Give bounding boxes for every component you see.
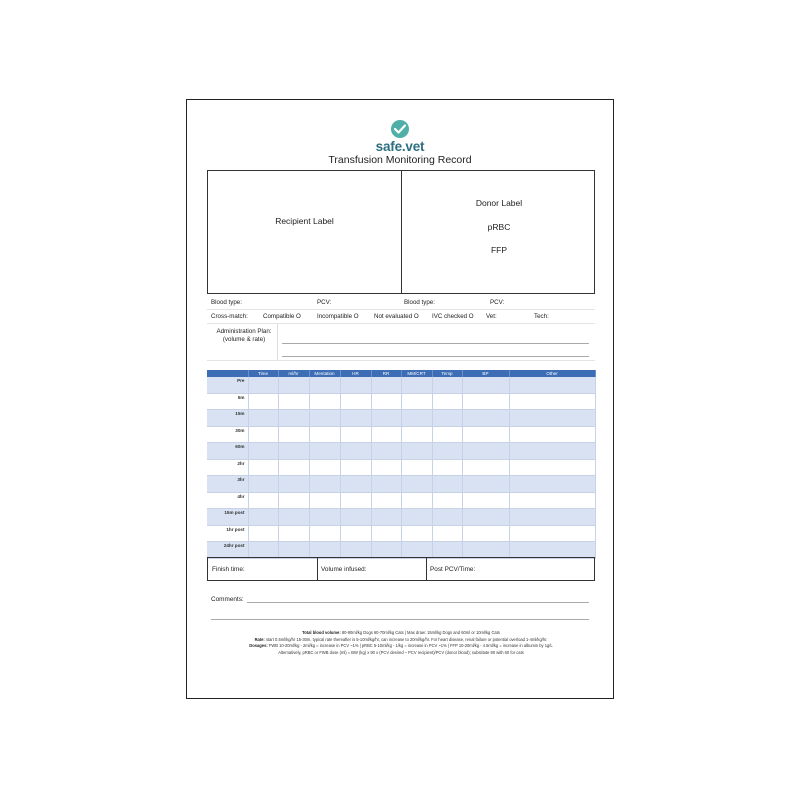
table-cell[interactable] — [278, 459, 309, 476]
monitoring-table — [207, 370, 596, 559]
table-cell[interactable] — [309, 410, 340, 427]
table-row — [207, 492, 595, 509]
table-cell[interactable] — [432, 410, 462, 427]
recipient-blood-type-field[interactable]: Blood type: — [211, 299, 242, 306]
administration-plan-label — [211, 328, 277, 344]
row-label: 2hr — [207, 459, 248, 476]
table-cell[interactable] — [340, 492, 371, 509]
table-cell[interactable] — [309, 476, 340, 493]
check-circle-icon — [391, 120, 409, 138]
table-cell[interactable] — [340, 509, 371, 526]
table-cell[interactable] — [401, 509, 432, 526]
table-cell[interactable] — [371, 492, 401, 509]
table-row — [207, 459, 595, 476]
table-cell[interactable] — [401, 492, 432, 509]
vet-field[interactable]: Vet: — [486, 313, 497, 320]
ivc-checked-option[interactable]: IVC checked O — [432, 313, 474, 320]
column-header-time: Time — [248, 370, 278, 377]
table-cell[interactable] — [401, 393, 432, 410]
table-cell[interactable] — [509, 492, 595, 509]
table-cell[interactable] — [309, 492, 340, 509]
table-cell[interactable] — [340, 542, 371, 559]
table-cell[interactable] — [278, 492, 309, 509]
column-header-temp: Temp — [432, 370, 462, 377]
table-cell[interactable] — [432, 476, 462, 493]
table-cell[interactable] — [371, 476, 401, 493]
table-cell[interactable] — [248, 459, 278, 476]
finish-time-field[interactable]: Finish time: — [212, 566, 245, 573]
product-prbc: pRBC — [487, 222, 511, 232]
table-cell[interactable] — [278, 393, 309, 410]
table-cell[interactable] — [340, 426, 371, 443]
table-cell[interactable] — [340, 410, 371, 427]
table-cell[interactable] — [371, 459, 401, 476]
table-cell[interactable] — [462, 410, 509, 427]
blood-type-row — [207, 296, 595, 310]
post-pcv-time-field[interactable]: Post PCV/Time: — [430, 566, 476, 573]
table-row — [207, 410, 595, 427]
dosages-note — [217, 643, 585, 650]
table-cell[interactable] — [462, 476, 509, 493]
table-cell[interactable] — [432, 377, 462, 393]
rate-label: Rate: — [254, 636, 265, 642]
table-cell[interactable] — [278, 426, 309, 443]
recipient-label-area[interactable]: Recipient Label — [275, 216, 334, 226]
admin-plan-label-line1: Administration Plan: — [216, 328, 272, 335]
table-cell[interactable] — [509, 476, 595, 493]
admin-plan-input-line-1[interactable] — [282, 343, 589, 344]
volume-infused-field[interactable]: Volume infused: — [321, 566, 367, 573]
column-header-mentation: Mentation — [309, 370, 340, 377]
table-cell[interactable] — [309, 443, 340, 460]
table-cell[interactable] — [432, 525, 462, 542]
crossmatch-row — [207, 310, 595, 324]
table-cell[interactable] — [462, 509, 509, 526]
table-cell[interactable] — [278, 377, 309, 393]
compatible-option[interactable]: Compatible O — [263, 313, 301, 320]
table-cell[interactable] — [432, 393, 462, 410]
alternative-dose-note: Alternatively, pRBC or FWB dose (ml) = BW (kg) x 90 x (PCV desired – PCV recipient)/PCV (donor blood); substitute 90 with 60 for cats — [278, 649, 524, 655]
table-cell[interactable] — [509, 393, 595, 410]
table-cell[interactable] — [248, 393, 278, 410]
table-row — [207, 393, 595, 410]
table-cell[interactable] — [278, 476, 309, 493]
table-cell[interactable] — [309, 377, 340, 393]
table-cell[interactable] — [509, 459, 595, 476]
label-divider — [401, 171, 402, 293]
table-cell[interactable] — [432, 509, 462, 526]
table-cell[interactable] — [309, 509, 340, 526]
table-cell[interactable] — [248, 377, 278, 393]
row-label: 30m — [207, 426, 248, 443]
column-header-bp: BP — [462, 370, 509, 377]
table-cell[interactable] — [340, 393, 371, 410]
table-row — [207, 525, 595, 542]
table-cell[interactable] — [248, 542, 278, 559]
table-cell[interactable] — [371, 509, 401, 526]
table-row — [207, 377, 595, 393]
table-cell[interactable] — [340, 443, 371, 460]
brand-name: safe.vet — [375, 139, 425, 154]
table-cell[interactable] — [248, 476, 278, 493]
table-cell[interactable] — [340, 525, 371, 542]
table-cell[interactable] — [462, 492, 509, 509]
column-header-rr: RR — [371, 370, 401, 377]
table-cell[interactable] — [248, 509, 278, 526]
table-cell[interactable] — [401, 426, 432, 443]
row-label: 60m — [207, 443, 248, 460]
label-boxes — [207, 170, 595, 294]
donor-pcv-field[interactable]: PCV: — [490, 299, 505, 306]
dosages-label: Dosages: — [249, 643, 268, 649]
table-cell[interactable] — [432, 426, 462, 443]
table-cell[interactable] — [509, 410, 595, 427]
table-cell[interactable] — [248, 525, 278, 542]
column-header-hr: HR — [340, 370, 371, 377]
table-cell[interactable] — [432, 542, 462, 559]
table-cell[interactable] — [309, 459, 340, 476]
row-label: 1hr post — [207, 525, 248, 542]
table-cell[interactable] — [309, 542, 340, 559]
table-cell[interactable] — [371, 443, 401, 460]
table-row — [207, 509, 595, 526]
comments-input-line-2[interactable] — [211, 619, 589, 620]
logo — [187, 120, 613, 166]
admin-plan-label-line2: (volume & rate) — [222, 336, 266, 343]
table-cell[interactable] — [340, 377, 371, 393]
table-cell[interactable] — [401, 410, 432, 427]
tech-field[interactable]: Tech: — [534, 313, 549, 320]
table-cell[interactable] — [401, 542, 432, 559]
table-cell[interactable] — [462, 393, 509, 410]
rate-text: start 0.5ml/kg/hr 15-30m, typical rate thereafter is 5-10ml/kg/hr, can increase to 20ml/kg/hr. For heart disease, renal failure or potential overload 1-4ml/kg/hr. — [265, 636, 548, 642]
table-cell[interactable] — [309, 525, 340, 542]
table-row — [207, 426, 595, 443]
column-header-mm-crt: MM/CRT — [401, 370, 432, 377]
table-cell[interactable] — [462, 426, 509, 443]
info-section — [207, 296, 595, 361]
table-row — [207, 476, 595, 493]
table-cell[interactable] — [432, 443, 462, 460]
table-cell[interactable] — [278, 443, 309, 460]
table-cell[interactable] — [509, 443, 595, 460]
table-cell[interactable] — [509, 542, 595, 559]
table-cell[interactable] — [248, 492, 278, 509]
monitoring-record-sheet — [186, 99, 614, 699]
administration-plan-row — [207, 324, 595, 361]
table-cell[interactable] — [371, 542, 401, 559]
table-cell[interactable] — [462, 459, 509, 476]
incompatible-option[interactable]: Incompatible O — [317, 313, 359, 320]
table-cell[interactable] — [278, 525, 309, 542]
row-label: 3hr — [207, 476, 248, 493]
table-cell[interactable] — [401, 377, 432, 393]
table-cell[interactable] — [509, 525, 595, 542]
table-cell[interactable] — [278, 410, 309, 427]
recipient-pcv-field[interactable]: PCV: — [317, 299, 332, 306]
table-cell[interactable] — [248, 443, 278, 460]
table-cell[interactable] — [462, 377, 509, 393]
table-cell[interactable] — [248, 410, 278, 427]
row-label: 15m post — [207, 509, 248, 526]
crossmatch-label: Cross-match: — [211, 313, 248, 320]
table-cell[interactable] — [309, 426, 340, 443]
table-cell[interactable] — [278, 542, 309, 559]
donor-label-area[interactable]: Donor Label — [475, 198, 523, 208]
comments-input-line-1[interactable] — [247, 602, 589, 603]
table-cell[interactable] — [371, 377, 401, 393]
table-cell[interactable] — [371, 410, 401, 427]
table-cell[interactable] — [462, 525, 509, 542]
product-ffp: FFP — [490, 245, 508, 255]
total-blood-volume-note — [217, 630, 585, 637]
table-row — [207, 443, 595, 460]
row-label: Pre — [207, 377, 248, 393]
table-cell[interactable] — [371, 426, 401, 443]
column-header-other: Other — [509, 370, 595, 377]
finish-divider-2 — [426, 558, 427, 580]
total-text: 80-90ml/kg Dogs 60-70ml/kg Cats | Max draw: 15ml/kg Dogs and 60ml or 10ml/kg Cats — [341, 630, 500, 635]
admin-plan-input-line-2[interactable] — [282, 356, 589, 357]
column-header-ml-hr: ml/hr — [278, 370, 309, 377]
table-cell[interactable] — [401, 443, 432, 460]
row-label: 24hr post — [207, 542, 248, 559]
monitoring-header-row — [207, 370, 595, 377]
table-cell[interactable] — [371, 525, 401, 542]
admin-plan-divider — [277, 324, 278, 360]
finish-divider-1 — [317, 558, 318, 580]
table-cell[interactable] — [278, 509, 309, 526]
page-title: Transfusion Monitoring Record — [328, 154, 472, 166]
reference-notes — [217, 630, 585, 656]
row-label: 4hr — [207, 492, 248, 509]
table-cell[interactable] — [509, 509, 595, 526]
table-cell[interactable] — [248, 426, 278, 443]
table-cell[interactable] — [401, 459, 432, 476]
table-cell[interactable] — [309, 393, 340, 410]
row-label: 5m — [207, 393, 248, 410]
table-cell[interactable] — [340, 476, 371, 493]
table-cell[interactable] — [401, 476, 432, 493]
finish-section — [207, 557, 595, 581]
dosages-text: FWB 10-20ml/kg - 2ml/kg = increase in PCV ~1% | pRBC 5-10ml/kg - 1/kg = increase in PCV ~1% | FFP 10-20ml/kg - 4.5ml/kg = increase in albumin by 1g/L — [268, 643, 553, 649]
table-cell[interactable] — [509, 426, 595, 443]
donor-blood-type-field[interactable]: Blood type: — [404, 299, 435, 306]
table-cell[interactable] — [371, 393, 401, 410]
row-label: 15m — [207, 410, 248, 427]
comments-label: Comments: — [211, 596, 244, 603]
table-cell[interactable] — [401, 525, 432, 542]
rate-note — [217, 637, 585, 644]
table-cell[interactable] — [509, 377, 595, 393]
table-row — [207, 542, 595, 559]
table-cell[interactable] — [432, 459, 462, 476]
total-label: Total blood volume: — [302, 630, 341, 635]
table-cell[interactable] — [340, 459, 371, 476]
table-cell[interactable] — [432, 492, 462, 509]
column-header-blank — [207, 370, 248, 377]
table-cell[interactable] — [462, 542, 509, 559]
not-evaluated-option[interactable]: Not evaluated O — [374, 313, 419, 320]
table-cell[interactable] — [462, 443, 509, 460]
